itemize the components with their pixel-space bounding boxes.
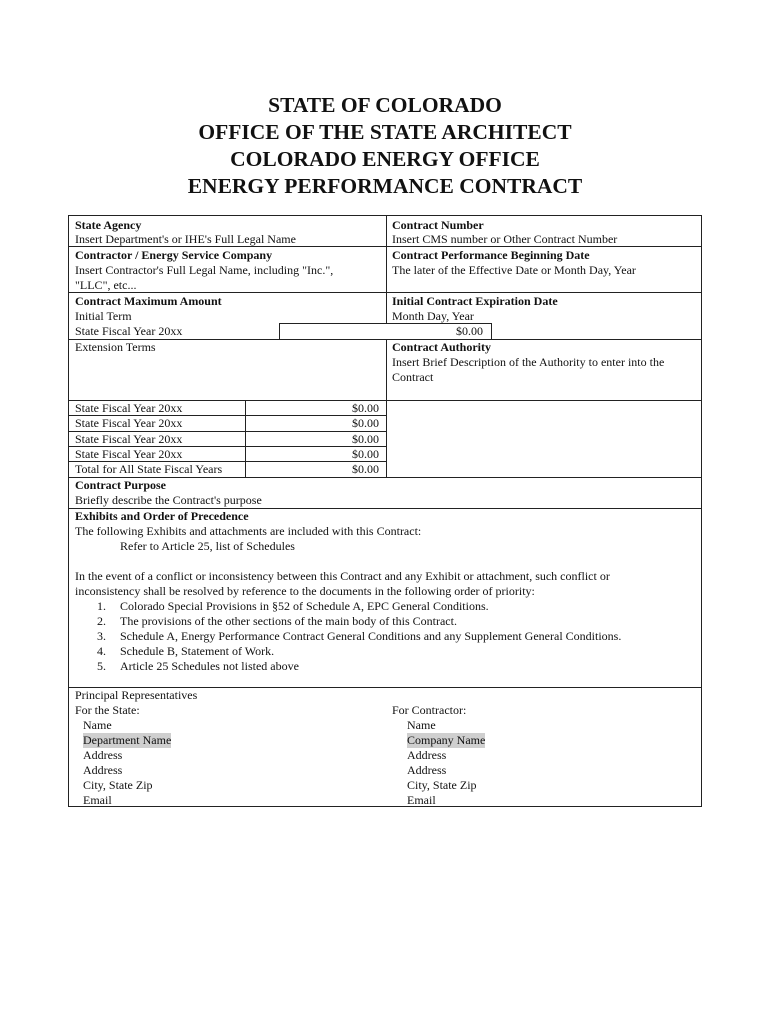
contract-cover-table [68,215,702,807]
contractor-rep-address-2: Address [407,763,447,777]
expiration-label: Initial Contract Expiration Date [392,294,558,308]
document-title [0,92,770,200]
exhibits-intro: The following Exhibits and attachments are included with this Contract: [75,524,422,538]
fiscal-year-row-2-amount: $0.00 [352,416,379,430]
row-divider [69,339,701,340]
priority-item-4-number: 4. [97,644,106,658]
exhibits-refer: Refer to Article 25, list of Schedules [120,539,295,553]
contractor-rep-name: Name [407,718,436,732]
fiscal-year-row-4-amount: $0.00 [352,447,379,461]
initial-term-label: Initial Term [75,309,132,323]
max-amount-label: Contract Maximum Amount [75,294,222,308]
title-line-4: ENERGY PERFORMANCE CONTRACT [187,174,583,198]
state-rep-address-2: Address [83,763,123,777]
representatives-label: Principal Representatives [75,688,198,702]
performance-begin-value: The later of the Effective Date or Month Day, Year [392,263,636,277]
contractor-value-line1: Insert Contractor's Full Legal Name, including "Inc.", [75,263,334,277]
state-rep-city-state-zip: City, State Zip [83,778,153,792]
state-rep-address-1: Address [83,748,123,762]
title-line-1: STATE OF COLORADO [268,93,502,117]
exhibits-conflict-line2: inconsistency shall be resolved by reference to the documents in the following order of priority: [75,584,535,598]
priority-item-3-text: Schedule A, Energy Performance Contract General Conditions and any Supplement General Conditions. [120,629,622,643]
contractor-rep-address-1: Address [407,748,447,762]
priority-item-1-number: 1. [97,599,106,613]
state-rep-email: Email [83,793,112,807]
state-agency-value: Insert Department's or IHE's Full Legal Name [75,232,296,246]
column-divider [386,216,387,323]
performance-begin-label: Contract Performance Beginning Date [392,248,590,262]
priority-item-2-text: The provisions of the other sections of the main body of this Contract. [120,614,457,628]
cell-divider [245,400,246,477]
row-divider [69,292,701,293]
contractor-value-line2: "LLC", etc... [75,278,137,292]
priority-item-4-text: Schedule B, Statement of Work. [120,644,275,658]
contract-number-label: Contract Number [392,218,484,232]
initial-amount: $0.00 [456,324,483,338]
priority-item-1-text: Colorado Special Provisions in §52 of Schedule A, EPC General Conditions. [120,599,489,613]
state-rep-name: Name [83,718,112,732]
state-rep-heading: For the State: [75,703,140,717]
authority-value-line1: Insert Brief Description of the Authority to enter into the [392,355,665,369]
fiscal-year-row-3-label: State Fiscal Year 20xx [75,432,183,446]
initial-fiscal-year: State Fiscal Year 20xx [75,324,183,338]
contractor-rep-city-state-zip: City, State Zip [407,778,477,792]
title-line-2: OFFICE OF THE STATE ARCHITECT [198,120,572,144]
state-rep-department: Department Name [83,733,172,747]
fiscal-year-total-amount: $0.00 [352,462,379,476]
purpose-label: Contract Purpose [75,478,166,492]
exhibits-conflict-line1: In the event of a conflict or inconsistency between this Contract and any Exhibit or attachment, such conflict or [75,569,610,583]
exhibits-label: Exhibits and Order of Precedence [75,509,249,523]
contract-number-value: Insert CMS number or Other Contract Number [392,232,618,246]
fiscal-year-row-2-label: State Fiscal Year 20xx [75,416,183,430]
priority-item-3-number: 3. [97,629,106,643]
contractor-rep-heading: For Contractor: [392,703,467,717]
authority-value-line2: Contract [392,370,434,384]
contractor-rep-email: Email [407,793,436,807]
fiscal-year-row-1-label: State Fiscal Year 20xx [75,401,183,415]
priority-item-5-number: 5. [97,659,106,673]
cell-divider [279,323,280,339]
state-agency-label: State Agency [75,218,142,232]
column-divider [386,339,387,477]
cell-divider [491,323,492,339]
contractor-label: Contractor / Energy Service Company [75,248,273,262]
priority-item-5-text: Article 25 Schedules not listed above [120,659,299,673]
authority-label: Contract Authority [392,340,491,354]
contractor-rep-company: Company Name [407,733,486,747]
fiscal-year-total-label: Total for All State Fiscal Years [75,462,223,476]
fiscal-year-row-3-amount: $0.00 [352,432,379,446]
expiration-value: Month Day, Year [392,309,474,323]
title-line-3: COLORADO ENERGY OFFICE [230,147,540,171]
extension-terms-label: Extension Terms [75,340,156,354]
fiscal-year-row-4-label: State Fiscal Year 20xx [75,447,183,461]
priority-item-2-number: 2. [97,614,106,628]
fiscal-year-row-1-amount: $0.00 [352,401,379,415]
purpose-value: Briefly describe the Contract's purpose [75,493,262,507]
